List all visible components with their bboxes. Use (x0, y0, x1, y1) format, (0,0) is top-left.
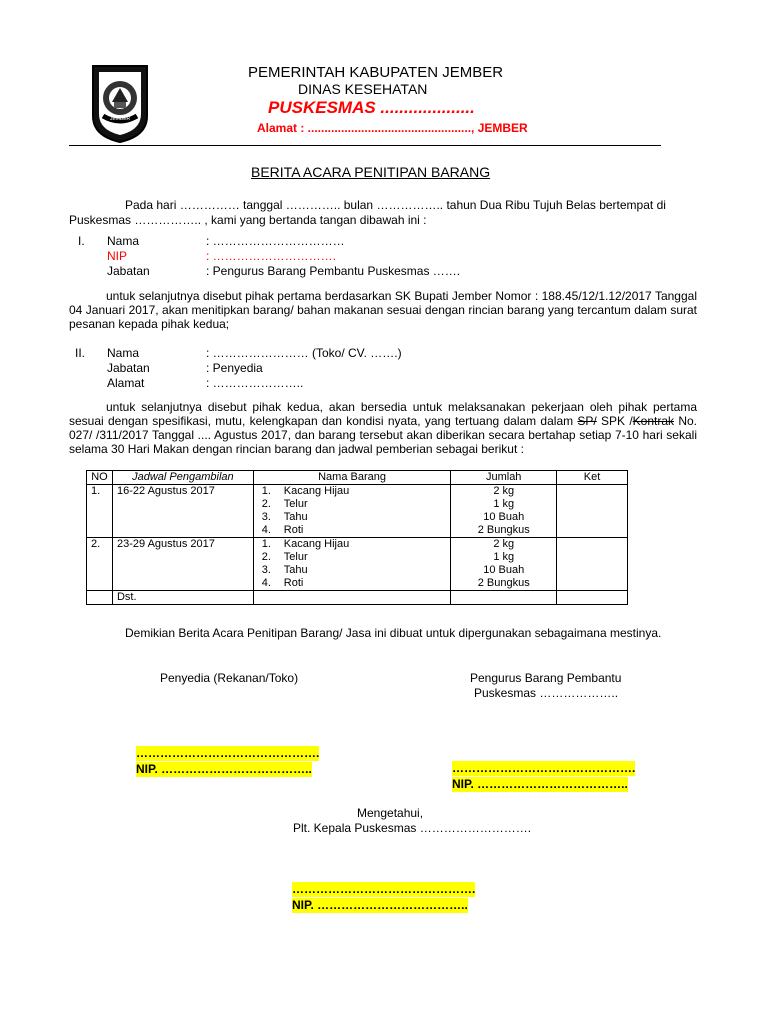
header-nama-barang: Nama Barang (253, 471, 451, 485)
sig-right-nip: NIP. ……………………………….. (452, 777, 628, 791)
header-jadwal: Jadwal Pengambilan (112, 471, 253, 485)
head-name: ………………………………………. (292, 882, 476, 896)
item-name: Kacang Hijau (283, 538, 350, 550)
row-quantities (451, 538, 557, 591)
letterhead-address: Alamat : ................................................., JEMBER (257, 121, 528, 135)
party2-job-value: : Penyedia (206, 361, 263, 375)
closing-statement: Demikian Berita Acara Penitipan Barang/ Jasa ini dibuat untuk dipergunakan sebagaimana mestinya. (125, 626, 662, 640)
row-dst: Dst. (112, 591, 253, 605)
logo-text: JEMBER (109, 116, 131, 122)
item-number: 1. (261, 485, 271, 497)
item-number: 2. (261, 551, 271, 563)
item-name: Telur (283, 551, 308, 563)
party2-name-value: : …………………… (Toko/ CV. …….) (206, 346, 402, 360)
item-number: 2. (261, 498, 271, 510)
party2-paragraph-b: SPK / (596, 414, 633, 428)
item-name: Telur (283, 498, 308, 510)
party2-number: II. (75, 346, 86, 360)
item-number: 3. (261, 511, 271, 523)
sig-right-name: ………………………………………. (452, 761, 636, 775)
party2-job-label: Jabatan (107, 361, 150, 375)
item-name: Tahu (283, 564, 308, 576)
letterhead-department: DINAS KESEHATAN (298, 81, 428, 97)
header-jumlah: Jumlah (451, 471, 557, 485)
item-qty: 10 Buah (483, 511, 525, 523)
party1-name-label: Nama (107, 234, 140, 248)
party2-addr-value: : ………………….. (206, 376, 304, 390)
sig-left-nip: NIP. ……………………………….. (136, 762, 312, 776)
row-items (253, 591, 451, 605)
party2-paragraph-c: No. 027/ /311/2017 Tanggal .... Agustus 2017, dan barang tersebut akan diberikan secara bertahap setiap 7-10 hari sekali selama 30 Hari Makan dengan rincian barang dan jadwal pemberian sebagai berikut : (69, 414, 697, 456)
header-ket: Ket (557, 471, 628, 485)
sig-right-title-1: Pengurus Barang Pembantu (470, 671, 622, 685)
sig-left-name: ………………………………………. (136, 746, 320, 760)
item-number: 4. (261, 577, 271, 589)
regency-logo (91, 64, 149, 144)
row-items (253, 485, 451, 538)
party1-nip-value: : …………………………. (206, 249, 337, 263)
row-ket (557, 591, 628, 605)
party2-name-label: Nama (107, 346, 140, 360)
item-number: 1. (261, 538, 271, 550)
sig-right-title-2: Puskesmas ……………….. (474, 686, 619, 700)
item-qty: 1 kg (493, 551, 515, 563)
party1-number: I. (78, 234, 85, 248)
row-quantities (451, 591, 557, 605)
party1-job-value: : Pengurus Barang Pembantu Puskesmas ……. (206, 264, 461, 278)
table-header-row (87, 471, 628, 485)
party2-sp-struck: SP/ (577, 414, 597, 428)
row-jadwal: 23-29 Agustus 2017 (112, 538, 253, 591)
row-no: 1. (87, 485, 113, 538)
row-ket (557, 538, 628, 591)
document-title: BERITA ACARA PENITIPAN BARANG (251, 164, 491, 180)
row-jadwal: 16-22 Agustus 2017 (112, 485, 253, 538)
row-items (253, 538, 451, 591)
item-qty: 2 kg (493, 485, 515, 497)
item-qty: 10 Buah (483, 564, 525, 576)
party1-job-label: Jabatan (107, 264, 150, 278)
item-name: Roti (283, 524, 304, 536)
party1-paragraph (69, 289, 697, 331)
acknowledgement-label: Mengetahui, (357, 806, 424, 820)
opening-line-2: Puskesmas …………….. , kami yang bertanda tangan dibawah ini : (69, 213, 427, 227)
party1-paragraph-text: untuk selanjutnya disebut pihak pertama berdasarkan SK Bupati Jember Nomor : 188.45/12/1.12/2017 Tanggal 04 Januari 2017, akan menitipkan barang/ bahan makanan sesuai dengan rincian barang yang tercantum dalam surat pesanan kepada pihak kedua; (69, 289, 697, 331)
party1-nip-label: NIP (107, 249, 128, 263)
letterhead-government: PEMERINTAH KABUPATEN JEMBER (248, 64, 504, 81)
item-name: Kacang Hijau (283, 485, 350, 497)
party2-addr-label: Alamat (107, 376, 145, 390)
row-quantities (451, 485, 557, 538)
item-qty: 2 kg (493, 538, 515, 550)
table-row (87, 538, 628, 591)
header-no: NO (87, 471, 113, 485)
row-no: 2. (87, 538, 113, 591)
item-qty: 2 Bungkus (477, 524, 530, 536)
row-ket (557, 485, 628, 538)
item-name: Tahu (283, 511, 308, 523)
item-qty: 2 Bungkus (477, 577, 530, 589)
head-title: Plt. Kepala Puskesmas ………………………. (293, 821, 532, 835)
item-qty: 1 kg (493, 498, 515, 510)
head-nip: NIP. ……………………………….. (292, 898, 468, 912)
item-number: 4. (261, 524, 271, 536)
letterhead-puskesmas: PUSKESMAS .................... (268, 98, 475, 117)
item-name: Roti (283, 577, 304, 589)
party1-name-value: : …………………………… (206, 234, 345, 248)
party2-paragraph (69, 400, 697, 456)
party2-paragraph-a: untuk selanjutnya disebut pihak kedua, akan bersedia untuk melaksanakan pekerjaan oleh pihak pertama sesuai dengan spesifikasi, mutu, kelengkapan dan kondisi nyata, yang tertuang dalam dalam (69, 400, 697, 428)
row-no (87, 591, 113, 605)
header-divider (69, 145, 661, 146)
sig-left-title: Penyedia (Rekanan/Toko) (160, 671, 299, 685)
item-number: 3. (261, 564, 271, 576)
table-row (87, 485, 628, 538)
party2-kontrak-struck: Kontrak (632, 414, 675, 428)
goods-table (86, 470, 628, 605)
opening-line-1: Pada hari …………… tanggal ………….. bulan …………….. tahun Dua Ribu Tujuh Belas bertempat di (125, 198, 666, 212)
table-row-continuation (87, 591, 628, 605)
